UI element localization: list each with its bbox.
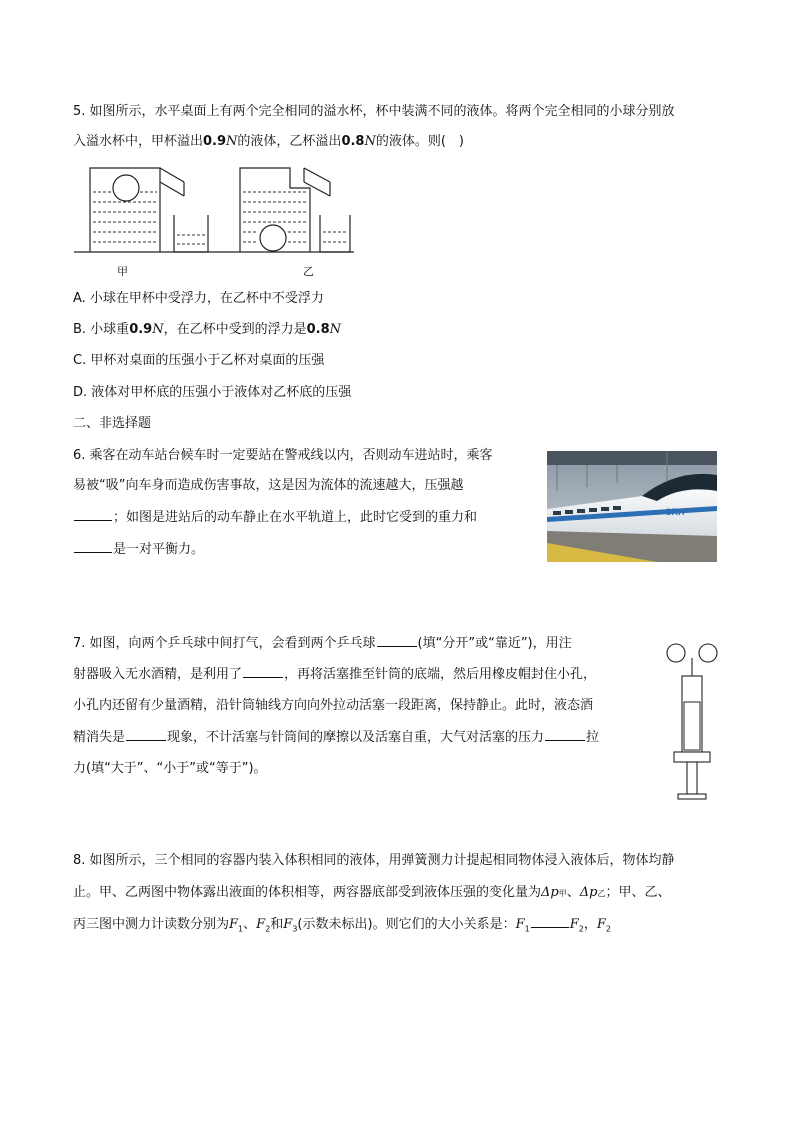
q6-line-3: ；如图是进站后的动车静止在水平轨道上，此时它受到的重力和 xyxy=(73,508,477,527)
caption-yi: 乙 xyxy=(303,265,314,278)
q6-line-1: 6. 乘客在动车站台候车时一定要站在警戒线以内，否则动车进站时，乘客 xyxy=(73,448,493,463)
q7-line-1: 7. 如图，向两个乒乓球中间打气，会看到两个乒乓球 (填“分开”或“靠近”)，用注 xyxy=(73,636,572,651)
q5-option-a: A. 小球在甲杯中受浮力，在乙杯中不受浮力 xyxy=(73,291,324,306)
answer-blank[interactable] xyxy=(126,728,166,741)
q8-line-1: 8. 如图所示，三个相同的容器内装入体积相同的液体，用弹簧测力计提起相同物体浸入液体后，物体均静 xyxy=(73,853,675,868)
section-heading: 二、非选择题 xyxy=(73,416,152,431)
q7-line-3: 小孔内还留有少量酒精，沿针筒轴线方向向外拉动活塞一段距离，保持静止。此时，液态酒 xyxy=(73,698,594,713)
q5-line-1: 5. 如图所示，水平桌面上有两个完全相同的溢水杯，杯中装满不同的液体。将两个完全相同的小球分别放 xyxy=(73,104,675,119)
ball-jia xyxy=(113,175,139,201)
q8-line-3: 丙三图中测力计读数分别为$F_1$、$F_2$和$F_3$(示数未标出)。则它们的大小关系是：$F_1$ $F_2$，$F_2$ xyxy=(73,917,611,934)
cup-yi xyxy=(240,168,350,252)
answer-blank[interactable] xyxy=(531,915,569,928)
q6-line-4: 是一对平衡力。 xyxy=(73,540,204,559)
train-photo xyxy=(547,451,717,562)
answer-blank[interactable] xyxy=(545,728,585,741)
q5-option-b: B. 小球重0.9N，在乙杯中受到的浮力是0.8N xyxy=(73,322,342,337)
caption-jia: 甲 xyxy=(117,265,128,278)
ball-yi xyxy=(260,225,286,251)
pingpong-ball-left xyxy=(667,644,685,662)
pingpong-ball-right xyxy=(699,644,717,662)
train-logo: CRH xyxy=(665,507,685,517)
answer-blank[interactable] xyxy=(377,634,417,647)
q5-line-2: 入溢水杯中，甲杯溢出0.9N的液体，乙杯溢出0.8N的液体。则( ) xyxy=(73,134,464,149)
q7-line-2: 射器吸入无水酒精，是利用了 ，再将活塞推至针筒的底端，然后用橡皮帽封住小孔， xyxy=(73,667,597,682)
q8-line-2: 止。甲、乙两图中物体露出液面的体积相等，两容器底部受到液体压强的变化量为Δp甲、Δp乙；甲、乙、 xyxy=(73,885,671,900)
answer-blank[interactable] xyxy=(243,665,283,678)
answer-blank[interactable] xyxy=(74,540,112,553)
syringe-figure xyxy=(662,640,722,805)
q5-option-d: D. 液体对甲杯底的压强小于液体对乙杯底的压强 xyxy=(73,385,352,400)
q7-line-4: 精消失是 现象，不计活塞与针筒间的摩擦以及活塞自重，大气对活塞的压力 拉 xyxy=(73,730,600,745)
q5-option-c: C. 甲杯对桌面的压强小于乙杯对桌面的压强 xyxy=(73,353,325,368)
answer-blank[interactable] xyxy=(74,508,112,521)
cup-jia xyxy=(90,168,208,252)
overflow-cups-figure xyxy=(74,160,354,260)
q7-line-5: 力(填“大于”、“小于”或“等于”)。 xyxy=(73,761,267,776)
q6-line-2: 易被“吸”向车身而造成伤害事故，这是因为流体的流速越大，压强越 xyxy=(73,478,464,493)
